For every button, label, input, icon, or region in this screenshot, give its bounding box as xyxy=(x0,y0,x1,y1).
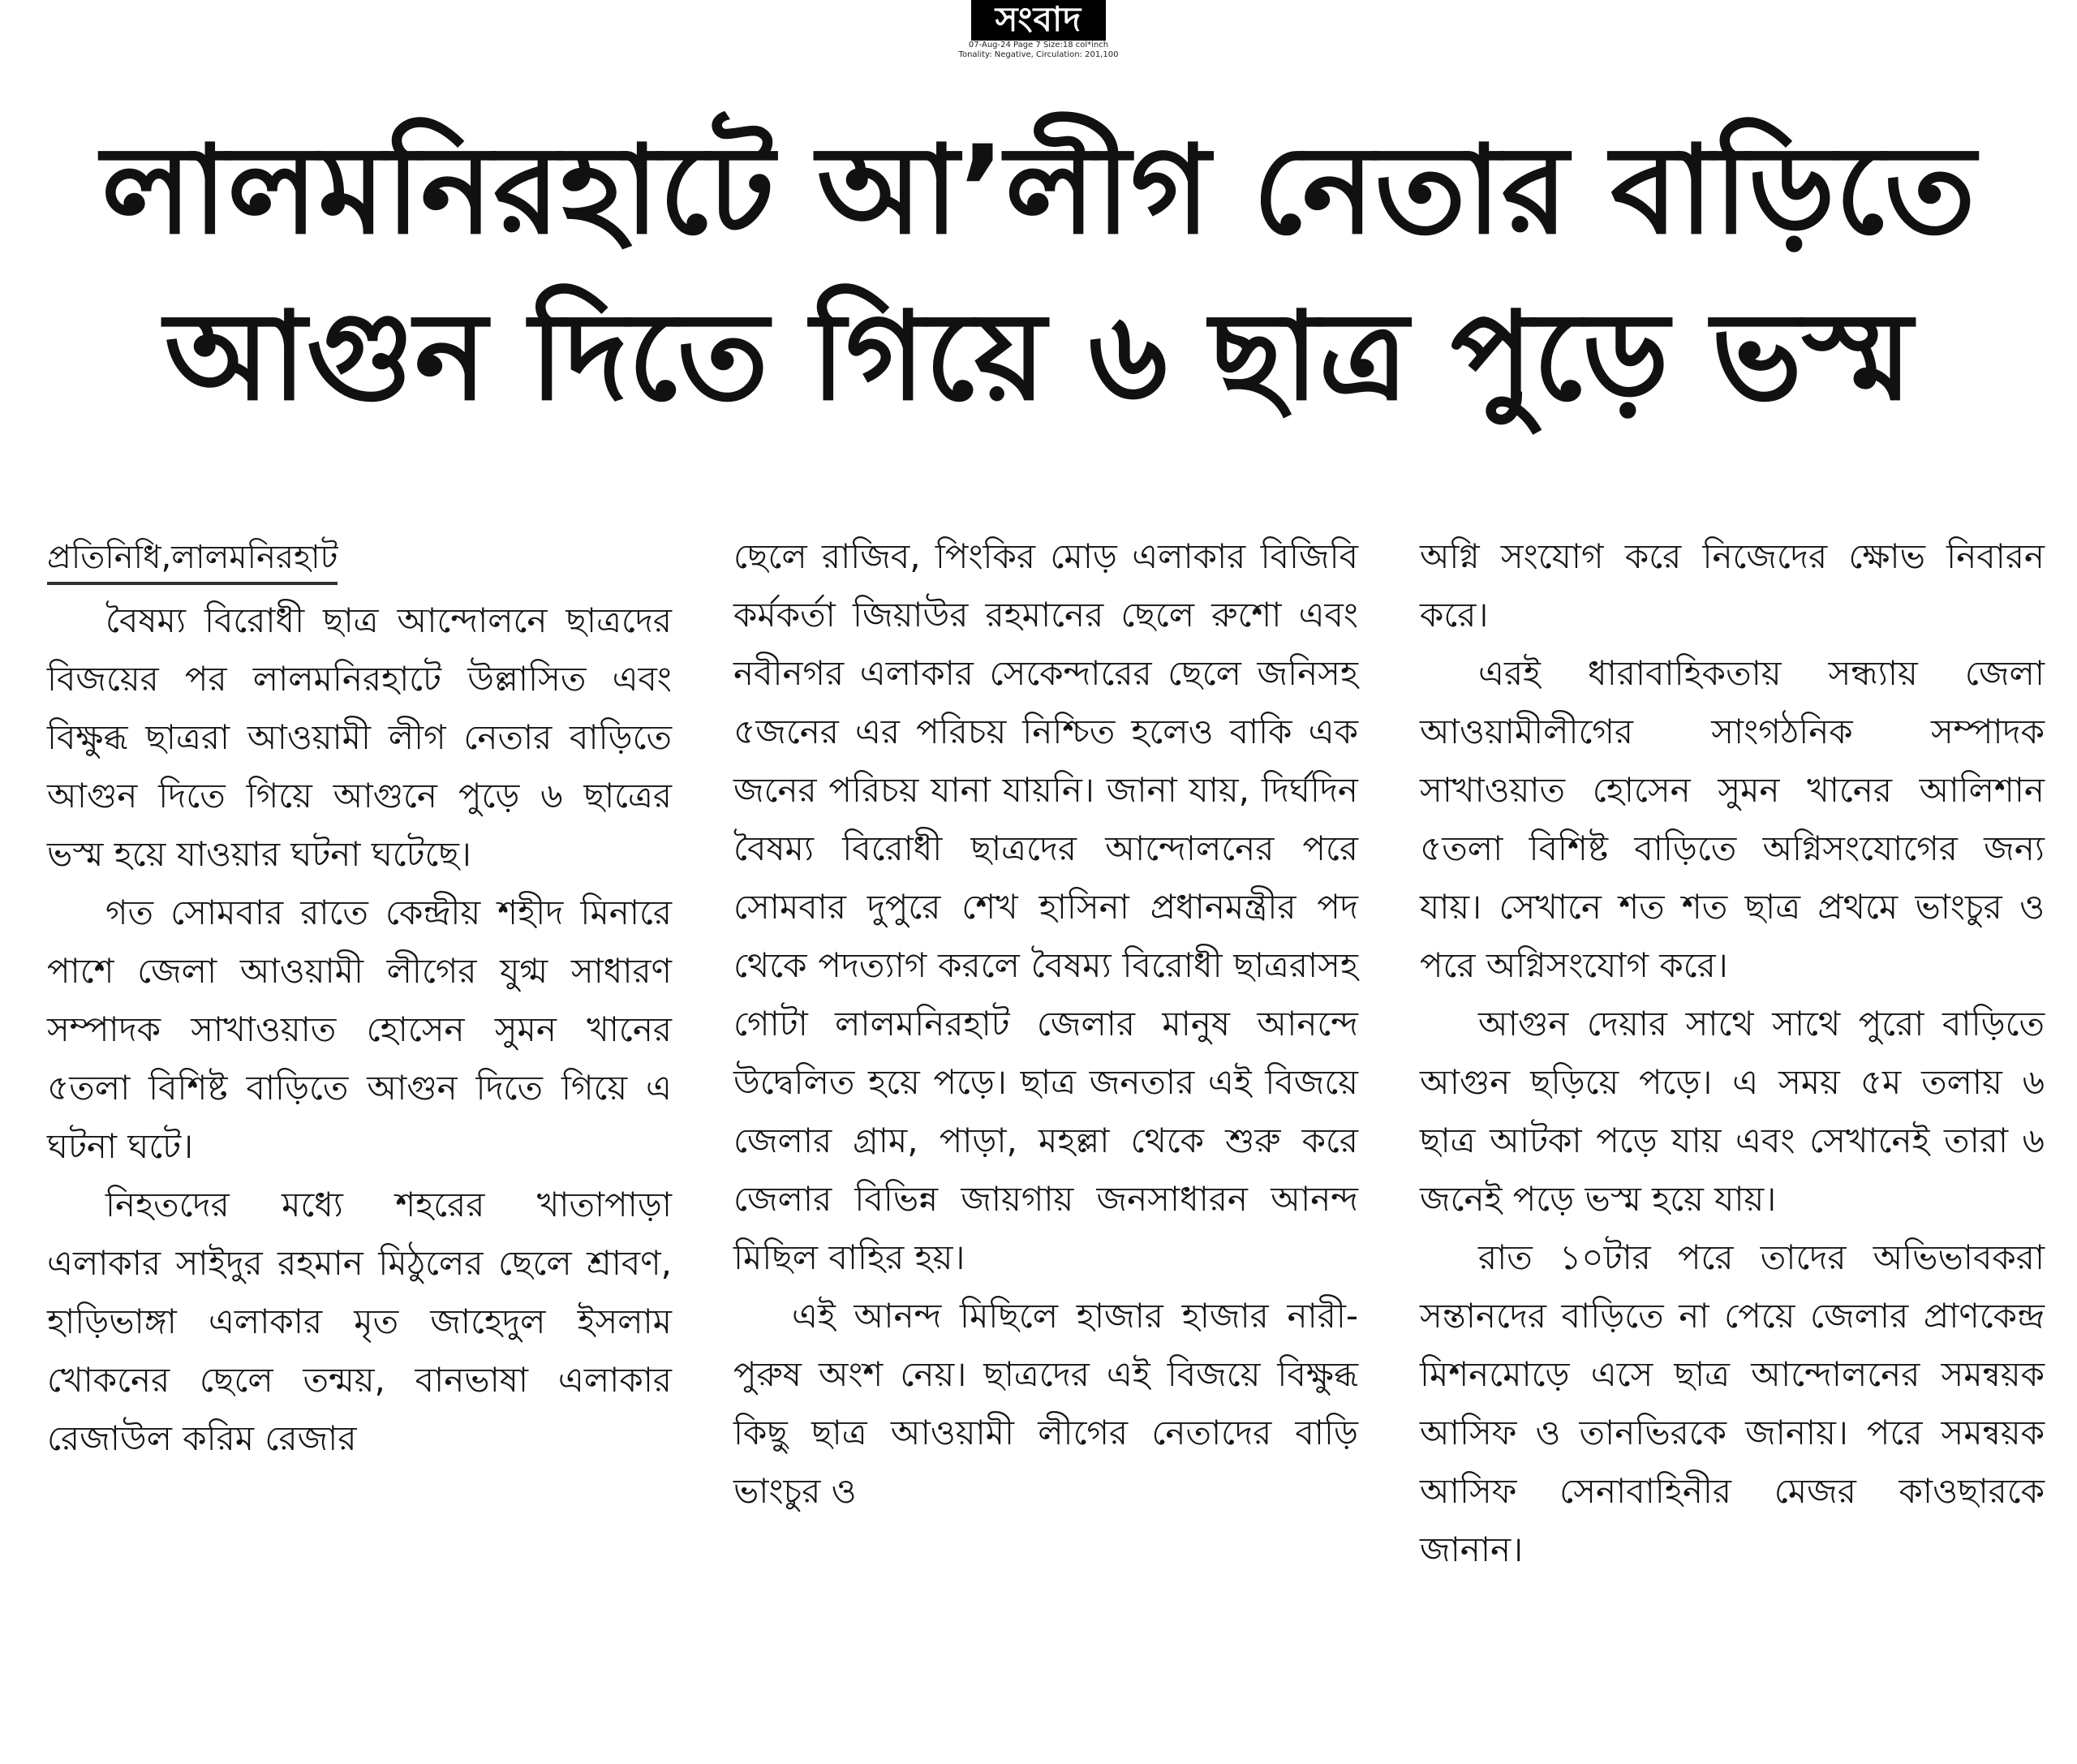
article-column-2 xyxy=(733,527,1358,1521)
article-body xyxy=(47,527,2045,1745)
paragraph: রাত ১০টার পরে তাদের অভিভাবকরা সন্তানদের বাড়িতে না পেয়ে জেলার প্রাণকেন্দ্র মিশনমোড়ে এসে ছাত্র আন্দোলনের সমন্বয়ক আসিফ ও তানভিরকে জানায়। পরে সমন্বয়ক আসিফ সেনাবাহিনীর মেজর কাওছারকে জানান। xyxy=(1420,1237,2045,1569)
paragraph: এরই ধারাবাহিকতায় সন্ধ্যায় জেলা আওয়ামীলীগের সাংগঠনিক সম্পাদক সাখাওয়াত হোসেন সুমন খানের আলিশান ৫তলা বিশিষ্ট বাড়িতে অগ্নিসংযোগের জন্য যায়। সেখানে শত শত ছাত্র প্রথমে ভাংচুর ও পরে অগ্নিসংযোগ করে। xyxy=(1420,653,2045,985)
masthead xyxy=(0,0,2077,60)
clipping-meta-line-2: Tonality: Negative, Circulation: 201,100 xyxy=(958,50,1119,59)
clipping-meta-line-1: 07-Aug-24 Page 7 Size:18 col*inch xyxy=(968,41,1109,49)
paragraph: বৈষম্য বিরোধী ছাত্র আন্দোলনে ছাত্রদের বিজয়ের পর লালমনিরহাটে উল্লাসিত এবং বিক্ষুব্ধ ছাত্ররা আওয়ামী লীগ নেতার বাড়িতে আগুন দিতে গিয়ে আগুনে পুড়ে ৬ ছাত্রের ভস্ম হয়ে যাওয়ার ঘটনা ঘটেছে। xyxy=(47,600,672,874)
paragraph: নিহতদের মধ্যে শহরের খাতাপাড়া এলাকার সাইদুর রহমান মিঠুলের ছেলে শ্রাবণ, হাড়িভাঙ্গা এলাকার মৃত জাহেদুল ইসলাম খোকনের ছেলে তন্ময়, বানভাষা এলাকার রেজাউল করিম রেজার xyxy=(47,1185,672,1458)
headline-line-2: আগুন দিতে গিয়ে ৬ ছাত্র পুড়ে ভস্ম xyxy=(164,286,1913,428)
paragraph: ছেলে রাজিব, পিংকির মোড় এলাকার বিজিবি কর্মকর্তা জিয়াউর রহমানের ছেলে রুশো এবং নবীনগর এলাকার সেকেন্দারের ছেলে জনিসহ ৫জনের এর পরিচয় নিশ্চিত হলেও বাকি এক জনের পরিচয় যানা যায়নি। জানা যায়, দির্ঘদিন বৈষম্য বিরোধী ছাত্রদের আন্দোলনের পরে সোমবার দুপুরে শেখ হাসিনা প্রধানমন্ত্রীর পদ থেকে পদত্যাগ করলে বৈষম্য বিরোধী ছাত্ররাসহ গোটা লালমনিরহাট জেলার মানুষ আনন্দে উদ্বেলিত হয়ে পড়ে। ছাত্র জনতার এই বিজয়ে জেলার গ্রাম, পাড়া, মহল্লা থেকে শুরু করে জেলার বিভিন্ন জায়গায় জনসাধারন আনন্দ মিছিল বাহির হয়। xyxy=(733,536,1358,1277)
article-column-1 xyxy=(47,527,672,1468)
byline: প্রতিনিধি,লালমনিরহাট xyxy=(47,533,338,585)
paragraph: এই আনন্দ মিছিলে হাজার হাজার নারী-পুরুষ অংশ নেয়। ছাত্রদের এই বিজয়ে বিক্ষুব্ধ কিছু ছাত্র আওয়ামী লীগের নেতাদের বাড়ি ভাংচুর ও xyxy=(733,1296,1358,1511)
article-column-3 xyxy=(1420,527,2045,1579)
paragraph: গত সোমবার রাতে কেন্দ্রীয় শহীদ মিনারে পাশে জেলা আওয়ামী লীগের যুগ্ম সাধারণ সম্পাদক সাখাওয়াত হোসেন সুমন খানের ৫তলা বিশিষ্ট বাড়িতে আগুন দিতে গিয়ে এ ঘটনা ঘটে। xyxy=(47,893,672,1166)
headline-line-1: লালমনিরহাটে আ’লীগ নেতার বাড়িতে xyxy=(101,120,1976,261)
paragraph: অগ্নি সংযোগ করে নিজেদের ক্ষোভ নিবারন করে। xyxy=(1420,536,2045,635)
newspaper-logo: সংবাদ xyxy=(971,0,1106,41)
paragraph: আগুন দেয়ার সাথে সাথে পুরো বাড়িতে আগুন ছড়িয়ে পড়ে। এ সময় ৫ম তলায় ৬ ছাত্র আটকা পড়ে যায় এবং সেখানেই তারা ৬ জনেই পড়ে ভস্ম হয়ে যায়। xyxy=(1420,1004,2045,1219)
